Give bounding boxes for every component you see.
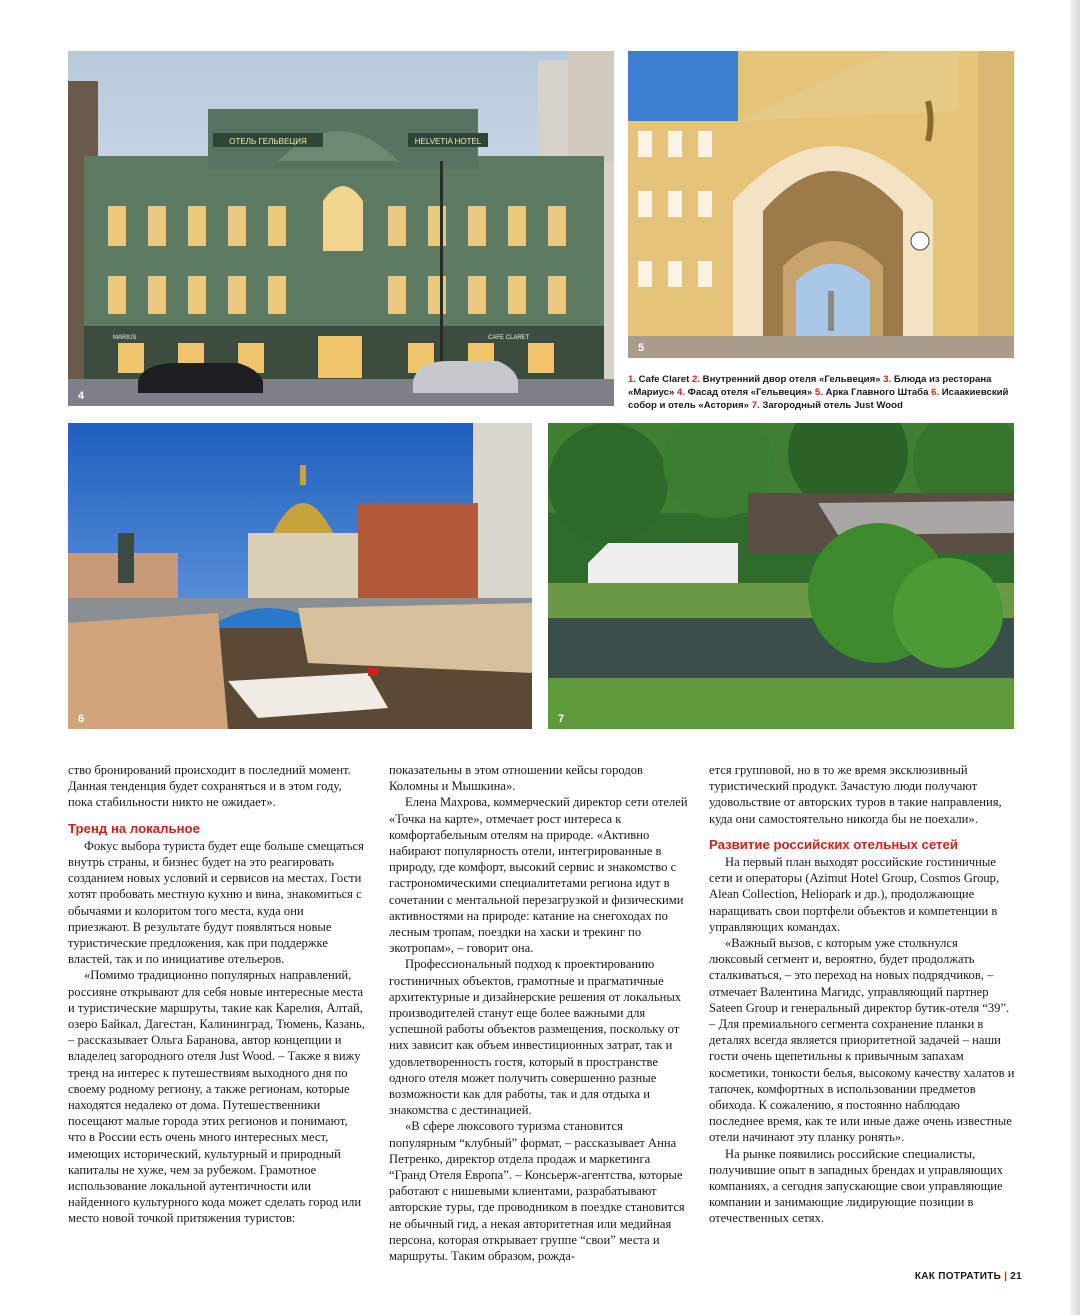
col3-paragraph-2: На первый план выходят российские гостиничные сети и операторы (Azimut Hotel Group, Cosmos Group, Alean Collection, Heliopark и др.), продолжающие наращивать свои портфели объектов и компетенции в управляющих командах. [709, 855, 1000, 934]
footer-separator: | [1004, 1271, 1008, 1282]
photo-number-5: 5 [638, 342, 645, 354]
col1-paragraph-3: «Помимо традиционно популярных направлений, россияне открывают для себя новые интересные места и туристические маршруты, такие как Карелия, Алтай, озеро Байкал, Дагестан, Калининград, Тюмень, Казань, – рассказывает Ольга Баранова, автор концепции и владелец загородного отеля Just Wood. – Также я вижу тренд на интерес к путешествиям выходного дня по своему родному региону, а также регионам, которые находятся недалеко от дома. Путешественники посещают малые города этих регионов и понимают, что в России есть очень много интересных мест, имеющих исторический, культурный и природный капиталы не хуже, чем за рубежом. Грамотное использование локальной аутентичности или найденного культурного кода может сделать город или место новой точкой притяжения туристов: [68, 968, 365, 1226]
col2-paragraph-1: показательны в этом отношении кейсы городов Коломны и Мышкина». [389, 763, 643, 794]
subheading-hotel-chains: Развитие российских отельных сетей [709, 836, 958, 852]
caption-num-1: 1. [628, 374, 637, 385]
photo-number-4: 4 [78, 390, 85, 402]
facade-sign-ru: ОТЕЛЬ ГЕЛЬВЕЦИЯ [229, 137, 307, 146]
photo-helvetia-facade [68, 51, 614, 406]
footer-page-number: 21 [1010, 1271, 1022, 1282]
photo-isaac-cathedral [68, 423, 532, 729]
caption-text-3: Блюда из ресторана «Мариус» [628, 374, 992, 398]
photo-general-staff-arch [628, 51, 1014, 358]
photo-number-6: 6 [78, 713, 85, 725]
subheading-local-trend: Тренд на локальное [68, 820, 200, 836]
page-edge-shadow [1070, 0, 1080, 1315]
caption-num-4: 4. [676, 387, 685, 398]
caption-num-3: 3. [883, 374, 892, 385]
col1-paragraph-1: ство бронирований происходит в последний момент. Данная тенденция будет сохраняться и в этом году, пока стабильности никто не ожидает». [68, 763, 351, 810]
footer-section-title: КАК ПОТРАТИТЬ [914, 1271, 1002, 1282]
article-column-2 [389, 762, 689, 1264]
article-column-3 [709, 762, 1015, 1227]
col2-paragraph-4: «В сфере люксового туризма становится популярным “клубный” формат, – рассказывает Анна Петренко, директор отдела продаж и маркетинга “Гранд Отеля Европа”. – Консьерж-агентства, которые работают с нишевыми клиентами, разрабатывают авторские туры, где проводником в поездке становится не обычный гид, а некая авторитетная или медийная персона, которая открывает группе “свои” места и маршруты. Таким образом, рожда- [389, 1119, 685, 1264]
photo-number-7: 7 [558, 713, 565, 725]
caption-text-7: Загородный отель Just Wood [759, 400, 903, 411]
caption-text-4: Фасад отеля «Гельвеция» [685, 387, 815, 398]
sign-marius: MARIUS [113, 335, 137, 341]
caption-text-2: Внутренний двор отеля «Гельвеция» [700, 374, 884, 385]
col2-paragraph-3: Профессиональный подход к проектированию гостиничных объектов, грамотные и прагматичные архитектурные и дизайнерские решения от локальных производителей станут еще более важными для успешной работы объектов размещения, поскольку от них зависит как объем инвестиционных затрат, так и удовлетворенность гостя, который в пространстве одного отеля может получить совершенно разные возможности как для работы, так и для отдыха и знакомства с дестинацией. [389, 957, 682, 1118]
caption-num-7: 7. [751, 400, 760, 411]
caption-text-1: Cafe Claret [636, 374, 692, 385]
caption-text-6: Исаакиевский собор и отель «Астория» [628, 387, 1009, 411]
col3-paragraph-1: ется групповой, но в то же время эксклюзивный туристический продукт. Зачастую люди получают удовольствие от авторских туров в такие направления, куда они самостоятельно никогда бы не поехали». [709, 763, 1002, 826]
article-column-1 [68, 762, 368, 1227]
caption-text-5: Арка Главного Штаба [822, 387, 932, 398]
photo-just-wood-hotel [548, 423, 1014, 729]
caption-num-5: 5. [814, 387, 823, 398]
page-footer [915, 1271, 1022, 1282]
facade-sign-en: HELVETIA HOTEL [414, 137, 482, 146]
caption-num-2: 2. [692, 374, 701, 385]
col1-paragraph-2: Фокус выбора туриста будет еще больше смещаться внутрь страны, и бизнес будет на это реагировать созданием новых условий и сервисов на местах. Гости хотят пробовать местную кухню и вина, знакомиться с обычаями и колоритом того места, куда они приезжают. В результате будут появляться новые туристические предложения, как при поддержке властей, так и по инициативе отельеров. [68, 838, 364, 967]
caption-num-6: 6. [931, 387, 940, 398]
col3-paragraph-4: На рынке появились российские специалисты, получившие опыт в западных брендах и управляющих компаниях, а сегодня запускающие свои управляющие компании и занимающие лидирующие позиции в отечественных сетях. [709, 1146, 1003, 1226]
sign-cafe-claret: CAFE CLARET [488, 335, 530, 341]
col3-paragraph-3: «Важный вызов, с которым уже столкнулся люксовый сегмент и, вероятно, будет продолжать сталкиваться, – это переход на новых подрядчиков, – отмечает Валентина Магидс, управляющий партнер Sateen Group и генеральный директор бутик-отеля “39”. – Для премиального сегмента сохранение планки в деталях всегда является приоритетной задачей – наши гости очень щепетильны к привычным запахам косметики, тонкости белья, высокому качеству халатов и тапочек, комфортных в использовании предметов обихода. К сожалению, я постоянно наблюдаю последнее время, как те или иные даже очень известные отели начинают эту планку ронять». [709, 936, 1015, 1145]
col2-paragraph-2: Елена Махрова, коммерческий директор сети отелей «Точка на карте», отмечает рост интереса к комфортабельным отелям на природе. «Активно набирают популярность отели, интегрированные в природу, где комфорт, высокий сервис и знакомство с гастрономическими специалитетами региона идут в сочетании с ментальной перезагрузкой и физическими активностями на природе: катание на снегоходах по лесным тропам, поездки на хаски и трекинг по экотропам», – говорит она. [389, 795, 688, 956]
photo-caption [628, 373, 1018, 412]
